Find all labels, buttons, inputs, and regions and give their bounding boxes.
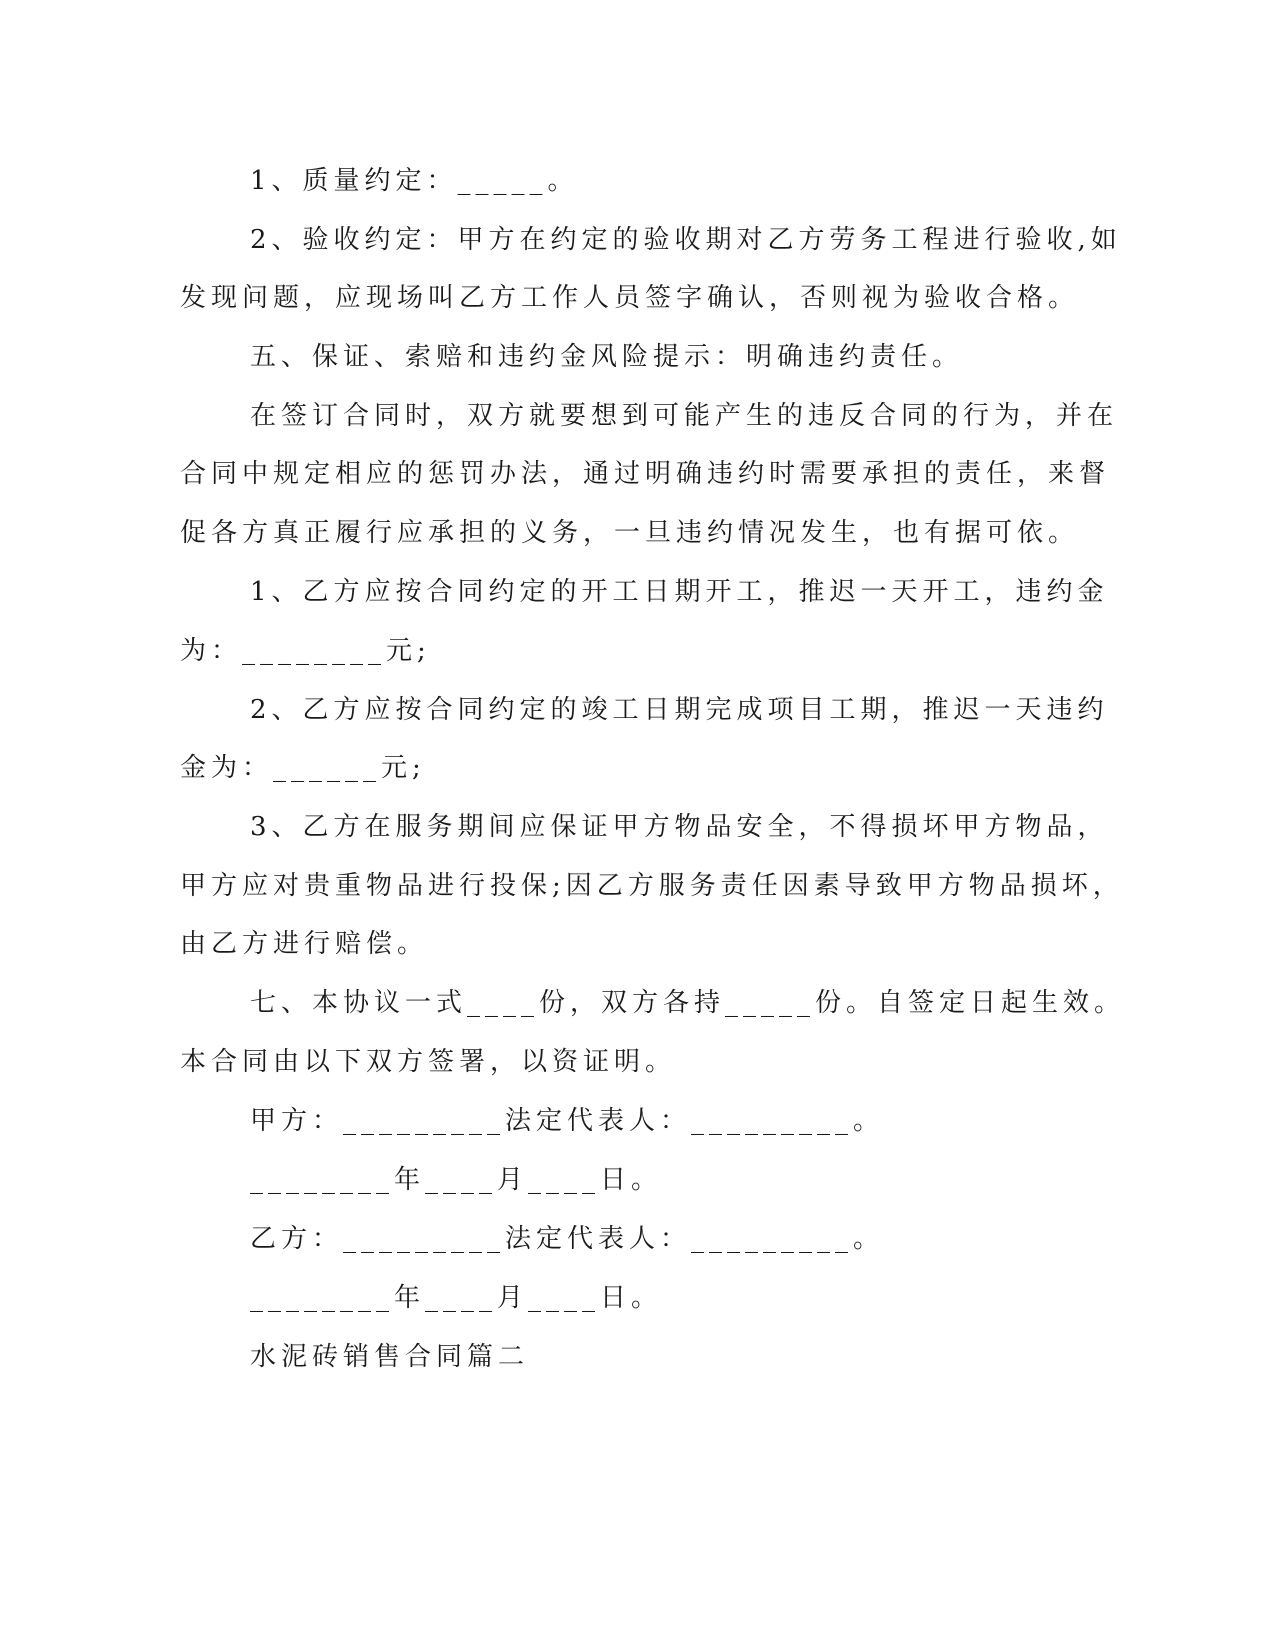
next-section-title: 水泥砖销售合同篇二: [250, 1342, 530, 1372]
section-five-heading: 五、保证、索赔和违约金风险提示：明确违约责任。: [250, 342, 964, 372]
completion-delay-line-1: 2、乙方应按合同约定的竣工日期完成项目工期，推迟一天违约: [250, 695, 1109, 725]
property-safety-line-2: 甲方应对贵重物品进行投保;因乙方服务责任因素导致甲方物品损坏，: [180, 871, 1124, 901]
completion-delay-line-2: 金为：______元;: [180, 753, 426, 783]
start-delay-line-1: 1、乙方应按合同约定的开工日期开工，推迟一天开工，违约金: [250, 577, 1109, 607]
party-a-date-line: ________年____月____日。: [250, 1165, 663, 1195]
section-seven-line-1: 七、本协议一式____份，双方各持_____份。自签定日起生效。: [250, 988, 1126, 1018]
acceptance-agreement-line-2: 发现问题，应现场叫乙方工作人员签字确认，否则视为验收合格。: [180, 283, 1080, 313]
breach-paragraph-line-1: 在签订合同时，双方就要想到可能产生的违反合同的行为，并在: [250, 401, 1119, 431]
party-b-signature-line: 乙方：_________法定代表人：_________。: [250, 1224, 885, 1254]
property-safety-line-3: 由乙方进行赔偿。: [180, 929, 429, 959]
acceptance-agreement-line-1: 2、验收约定：甲方在约定的验收期对乙方劳务工程进行验收,如: [250, 225, 1122, 255]
start-delay-line-2: 为：________元;: [180, 636, 431, 666]
quality-agreement-line: 1、质量约定：_____。: [250, 166, 579, 196]
section-seven-line-2: 本合同由以下双方签署，以资证明。: [180, 1047, 677, 1077]
breach-paragraph-line-3: 促各方真正履行应承担的义务，一旦违约情况发生，也有据可依。: [180, 518, 1080, 548]
breach-paragraph-line-2: 合同中规定相应的惩罚办法，通过明确违约时需要承担的责任，来督: [180, 459, 1111, 489]
party-a-signature-line: 甲方：_________法定代表人：_________。: [250, 1106, 885, 1136]
party-b-date-line: ________年____月____日。: [250, 1283, 663, 1313]
property-safety-line-1: 3、乙方在服务期间应保证甲方物品安全，不得损坏甲方物品，: [250, 812, 1109, 842]
